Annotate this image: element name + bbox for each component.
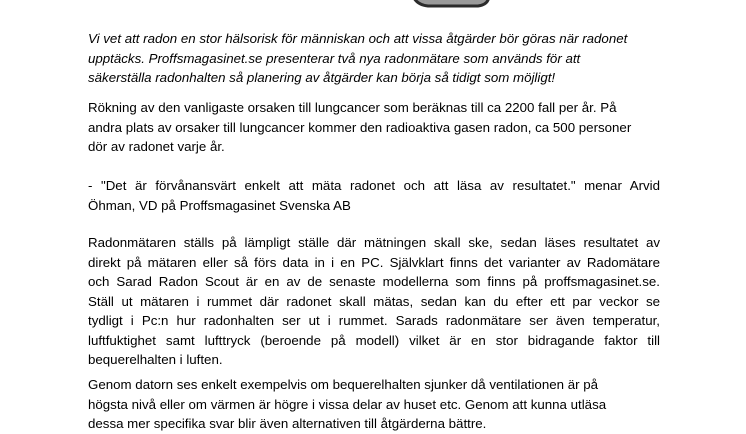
paragraph-lung-cancer — [88, 98, 660, 157]
radon-meter-image — [408, 0, 498, 12]
paragraph-computer — [88, 375, 660, 434]
paragraph-line: och Sarad Radon Scout är en av de senaste modellerna som finns på proffsmagasinet.se. — [88, 274, 660, 289]
paragraph-line: dör av radonet varje år. — [88, 139, 225, 154]
intro-paragraph — [88, 29, 660, 88]
intro-line: säkerställa radonhalten så planering av åtgärder kan börja så tidigt som möjligt! — [88, 70, 556, 85]
paragraph-line: Öhman, VD på Proffsmagasinet Svenska AB — [88, 197, 351, 213]
paragraph-line: - "Det är förvånansvärt enkelt att mäta radonet och att läsa av resultatet." menar Arvid — [88, 178, 660, 193]
paragraph-line: tydligt i Pc:n hur radonhalten ser ut i rummet. Sarads radonmätare ser även temperatur, — [88, 313, 660, 328]
paragraph-line: dessa mer specifika svar blir även alternativen till åtgärderna bättre. — [88, 416, 487, 431]
intro-line: upptäcks. Proffsmagasinet.se presenterar två nya radonmätare som används för att — [88, 50, 581, 66]
paragraph-line: Radonmätaren ställs på lämpligt ställe där mätningen skall ske, sedan läses resultatet av — [88, 235, 660, 250]
paragraph-radon-meter — [88, 233, 660, 370]
paragraph-line: Ställ ut mätaren i rummet där radonet skall mätas, sedan kan du efter ett par veckor se — [88, 293, 660, 309]
paragraph-quote — [88, 176, 660, 215]
paragraph-line: direkt på mätaren eller så förs data in i en PC. Självklart finns det varianter av Radomätare — [88, 254, 660, 270]
paragraph-line: bequerelhalten i luften. — [88, 352, 223, 367]
paragraph-line: Rökning av den vanligaste orsaken till lungcancer som beräknas till ca 2200 fall per år. På — [88, 100, 617, 115]
paragraph-line: luftfuktighet samt lufttryck (beroende på modell) vilket är en stor bidragande faktor till — [88, 332, 660, 348]
paragraph-line: andra plats av orsaker till lungcancer kommer den radioaktiva gasen radon, ca 500 personer — [88, 119, 632, 135]
intro-line: Vi vet att radon en stor hälsorisk för människan och att vissa åtgärder bör göras när radonet — [88, 31, 628, 46]
paragraph-line: Genom datorn ses enkelt exempelvis om bequerelhalten sjunker då ventilationen är på — [88, 377, 599, 392]
paragraph-line: högsta nivå eller om värmen är högre i vissa delar av huset etc. Genom att kunna utläsa — [88, 396, 607, 412]
